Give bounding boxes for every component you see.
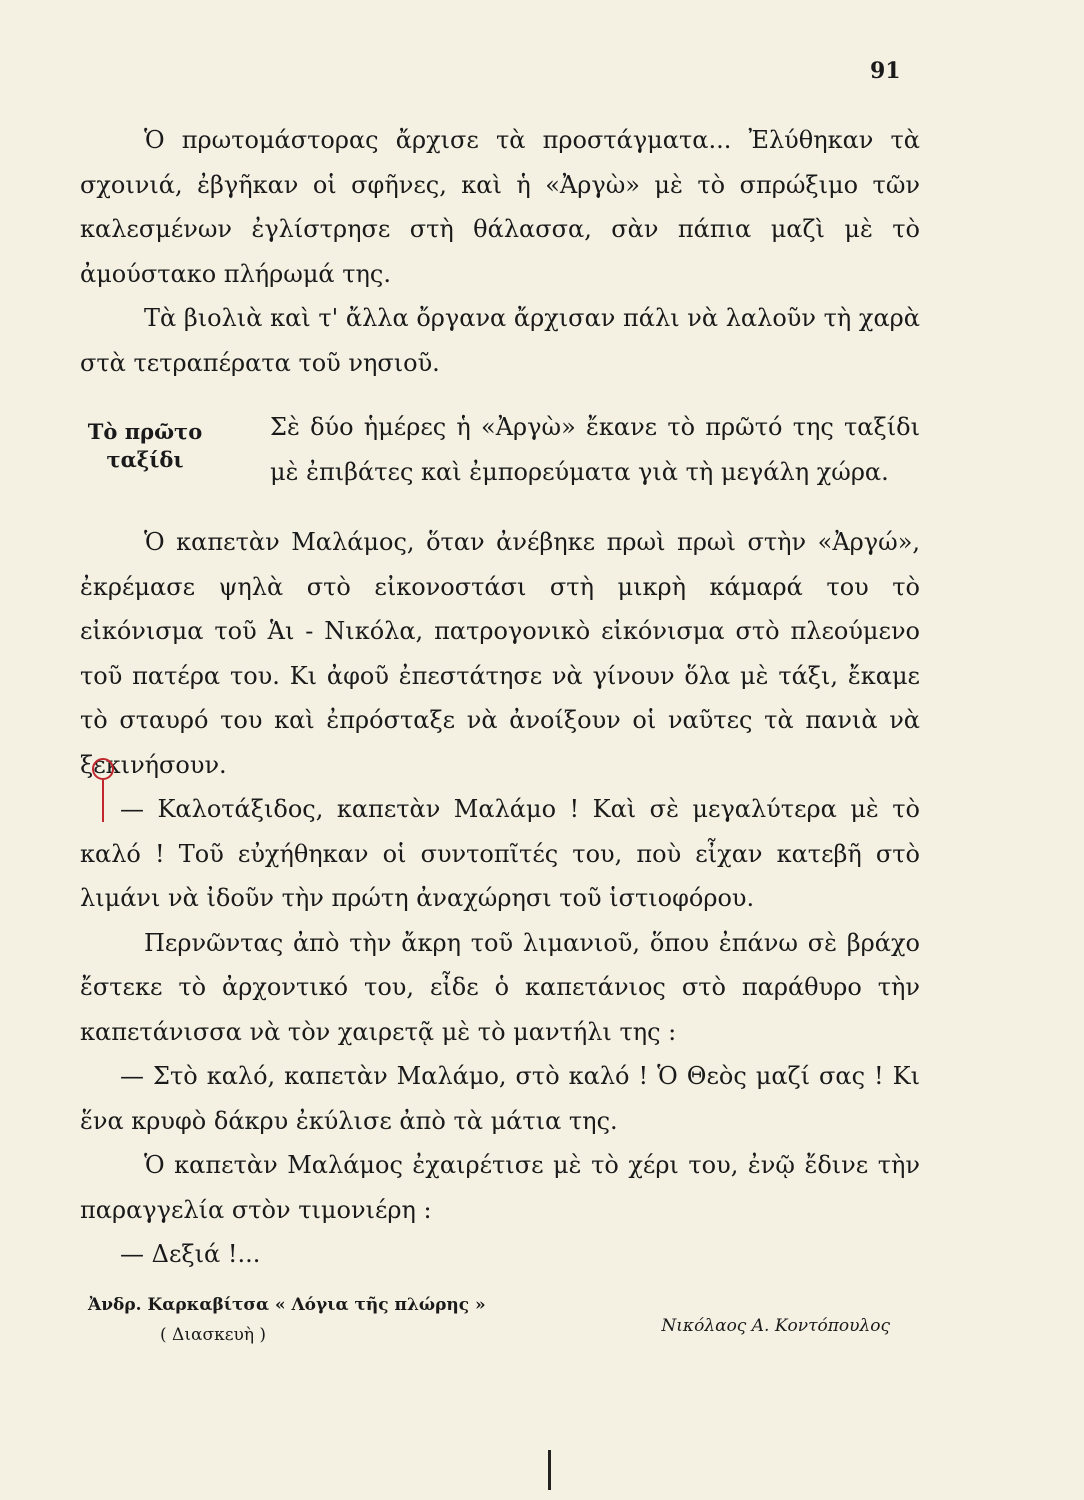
paragraph-harbor: Περνῶντας ἀπὸ τὴν ἄκρη τοῦ λιμανιοῦ, ὅπου ἐπάνω σὲ βράχο ἔστεκε τὸ ἀρχοντικό του, εἶδε ὁ καπετάνιος στὸ παράθυρο τὴν καπετάνισσα νὰ τὸν χαιρετᾷ μὲ τὸ μαντήλι της : [80, 928, 920, 1046]
adaptation-note: ( Διασκευὴ ) [160, 1325, 267, 1345]
paragraph-launch: Ὁ πρωτομάστορας ἄρχισε τὰ προστάγματα... Ἐλύθηκαν τὰ σχοινιά, ἐβγῆκαν οἱ σφῆνες, καὶ ἡ «Ἀργὼ» μὲ τὸ σπρώξιμο τῶν καλεσμένων ἐγλίστρησε στὴ θάλασσα, σὰν πάπια μαζὶ μὲ τὸ ἀμούστακο πλήρωμά της. [80, 126, 920, 288]
section-intro-block [270, 405, 920, 494]
footer-author: Νικόλαος Α. Κοντόπουλος [661, 1316, 890, 1336]
opening-text [80, 118, 920, 385]
paragraph-music: Τὰ βιολιὰ καὶ τ' ἄλλα ὄργανα ἄρχισαν πάλι νὰ λαλοῦν τὴ χαρὰ στὰ τετραπέρατα τοῦ νησιοῦ. [80, 304, 920, 377]
paragraph-wife-farewell: — Στὸ καλό, καπετὰν Μαλάμο, στὸ καλό ! Ὁ Θεὸς μαζί σας ! Κι ἕνα κρυφὸ δάκρυ ἐκύλισε ἀπὸ τὰ μάτια της. [80, 1062, 920, 1135]
paragraph-salute: Ὁ καπετὰν Μαλάμος ἐχαιρέτισε μὲ τὸ χέρι του, ἐνῷ ἔδινε τὴν παραγγελία στὸν τιμονιέρη : [80, 1151, 920, 1224]
footer-source [88, 1290, 486, 1350]
section-heading [70, 418, 220, 474]
section-heading-line2: ταξίδι [106, 447, 184, 472]
section-intro: Σὲ δύο ἡμέρες ἡ «Ἀργὼ» ἔκανε τὸ πρῶτό της ταξίδι μὲ ἐπιβάτες καὶ ἐμπορεύματα γιὰ τὴ μεγάλη χώρα. [270, 413, 920, 486]
main-text [80, 520, 920, 1277]
margin-mark [548, 1450, 551, 1490]
paragraph-farewell-wish: — Καλοτάξιδος, καπετὰν Μαλάμο ! Καὶ σὲ μεγαλύτερα μὲ τὸ καλό ! Τοῦ εὐχήθηκαν οἱ συντοπῖτές του, ποὺ εἶχαν κατεβῆ στὸ λιμάνι νὰ ἰδοῦν τὴν πρώτη ἀναχώρησι τοῦ ἱστιοφόρου. [80, 795, 920, 912]
section-heading-line1: Τὸ πρῶτο [87, 419, 203, 444]
paragraph-icon: Ὁ καπετὰν Μαλάμος, ὅταν ἀνέβηκε πρωὶ πρωὶ στὴν «Ἀργώ», ἐκρέμασε ψηλὰ στὸ εἰκονοστάσι στὴ μικρὴ κάμαρά του τὸ εἰκόνισμα τοῦ Ἁι - Νικόλα, πατρογονικὸ εἰκόνισμα στὸ πλεούμενο τοῦ πατέρα του. Κι ἀφοῦ ἐπεστάτησε νὰ γίνουν ὅλα μὲ τάξι, ἔκαμε τὸ σταυρό του καὶ ἐπρόσταξε νὰ ἀνοίξουν οἱ ναῦτες τὰ πανιὰ νὰ ξεκινήσουν. [80, 528, 920, 779]
page-number: 91 [870, 58, 901, 84]
paragraph-command: — Δεξιά !... [120, 1240, 261, 1268]
handwritten-red-mark [92, 758, 114, 780]
source-citation: Ἀνδρ. Καρκαβίτσα « Λόγια τῆς πλώρης » [88, 1295, 486, 1315]
